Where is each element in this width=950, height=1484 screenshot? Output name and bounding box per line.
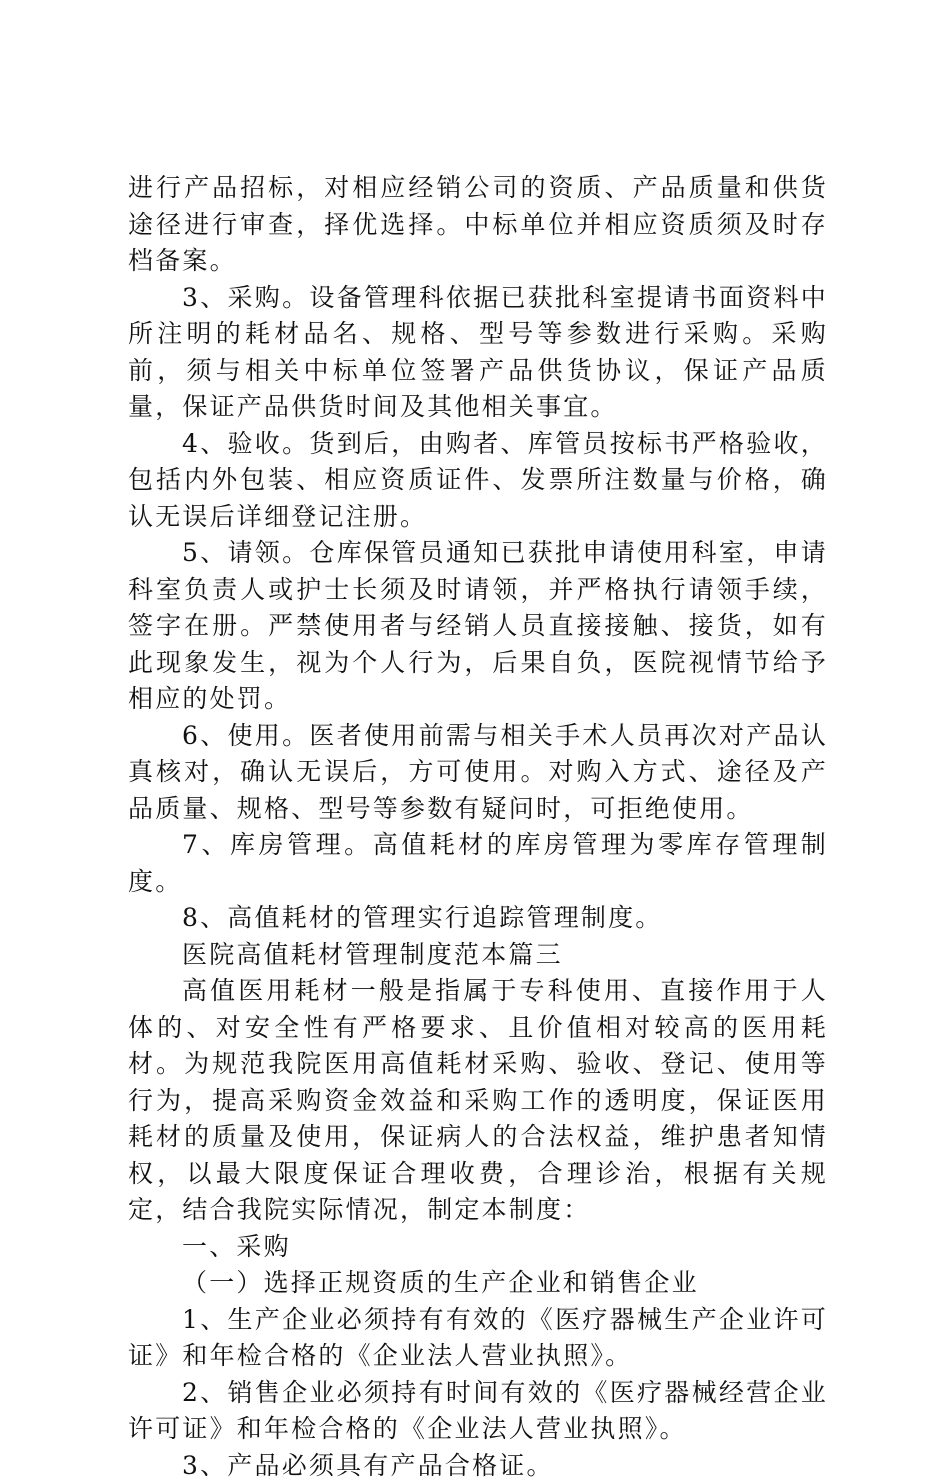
paragraph-manufacturer: 1、生产企业必须持有有效的《医疗器械生产企业许可证》和年检合格的《企业法人营业执照》。: [128, 1302, 828, 1375]
document-body: [128, 170, 828, 1484]
paragraph-continuation: 进行产品招标，对相应经销公司的资质、产品质量和供货途径进行审查，择优选择。中标单位并相应资质须及时存档备案。: [128, 170, 828, 280]
heading-procurement: 一、采购: [128, 1229, 828, 1266]
subheading-qualified-enterprises: （一）选择正规资质的生产企业和销售企业: [128, 1265, 828, 1302]
paragraph-usage: 6、使用。医者使用前需与相关手术人员再次对产品认真核对，确认无误后，方可使用。对购入方式、途径及产品质量、规格、型号等参数有疑问时，可拒绝使用。: [128, 718, 828, 828]
paragraph-certificate: 3、产品必须具有产品合格证。: [128, 1448, 828, 1484]
paragraph-distributor: 2、销售企业必须持有时间有效的《医疗器械经营企业许可证》和年检合格的《企业法人营业执照》。: [128, 1375, 828, 1448]
section-title: 医院高值耗材管理制度范本篇三: [128, 937, 828, 974]
paragraph-warehouse: 7、库房管理。高值耗材的库房管理为零库存管理制度。: [128, 827, 828, 900]
paragraph-requisition: 5、请领。仓库保管员通知已获批申请使用科室，申请科室负责人或护士长须及时请领，并严格执行请领手续，签字在册。严禁使用者与经销人员直接接触、接货，如有此现象发生，视为个人行为，后果自负，医院视情节给予相应的处罚。: [128, 535, 828, 718]
paragraph-intro: 高值医用耗材一般是指属于专科使用、直接作用于人体的、对安全性有严格要求、且价值相对较高的医用耗材。为规范我院医用高值耗材采购、验收、登记、使用等行为，提高采购资金效益和采购工作的透明度，保证医用耗材的质量及使用，保证病人的合法权益，维护患者知情权，以最大限度保证合理收费，合理诊治，根据有关规定，结合我院实际情况，制定本制度：: [128, 973, 828, 1229]
paragraph-procurement: 3、采购。设备管理科依据已获批科室提请书面资料中所注明的耗材品名、规格、型号等参数进行采购。采购前，须与相关中标单位签署产品供货协议，保证产品质量，保证产品供货时间及其他相关事宜。: [128, 280, 828, 426]
paragraph-acceptance: 4、验收。货到后，由购者、库管员按标书严格验收，包括内外包装、相应资质证件、发票所注数量与价格，确认无误后详细登记注册。: [128, 426, 828, 536]
paragraph-tracking: 8、高值耗材的管理实行追踪管理制度。: [128, 900, 828, 937]
